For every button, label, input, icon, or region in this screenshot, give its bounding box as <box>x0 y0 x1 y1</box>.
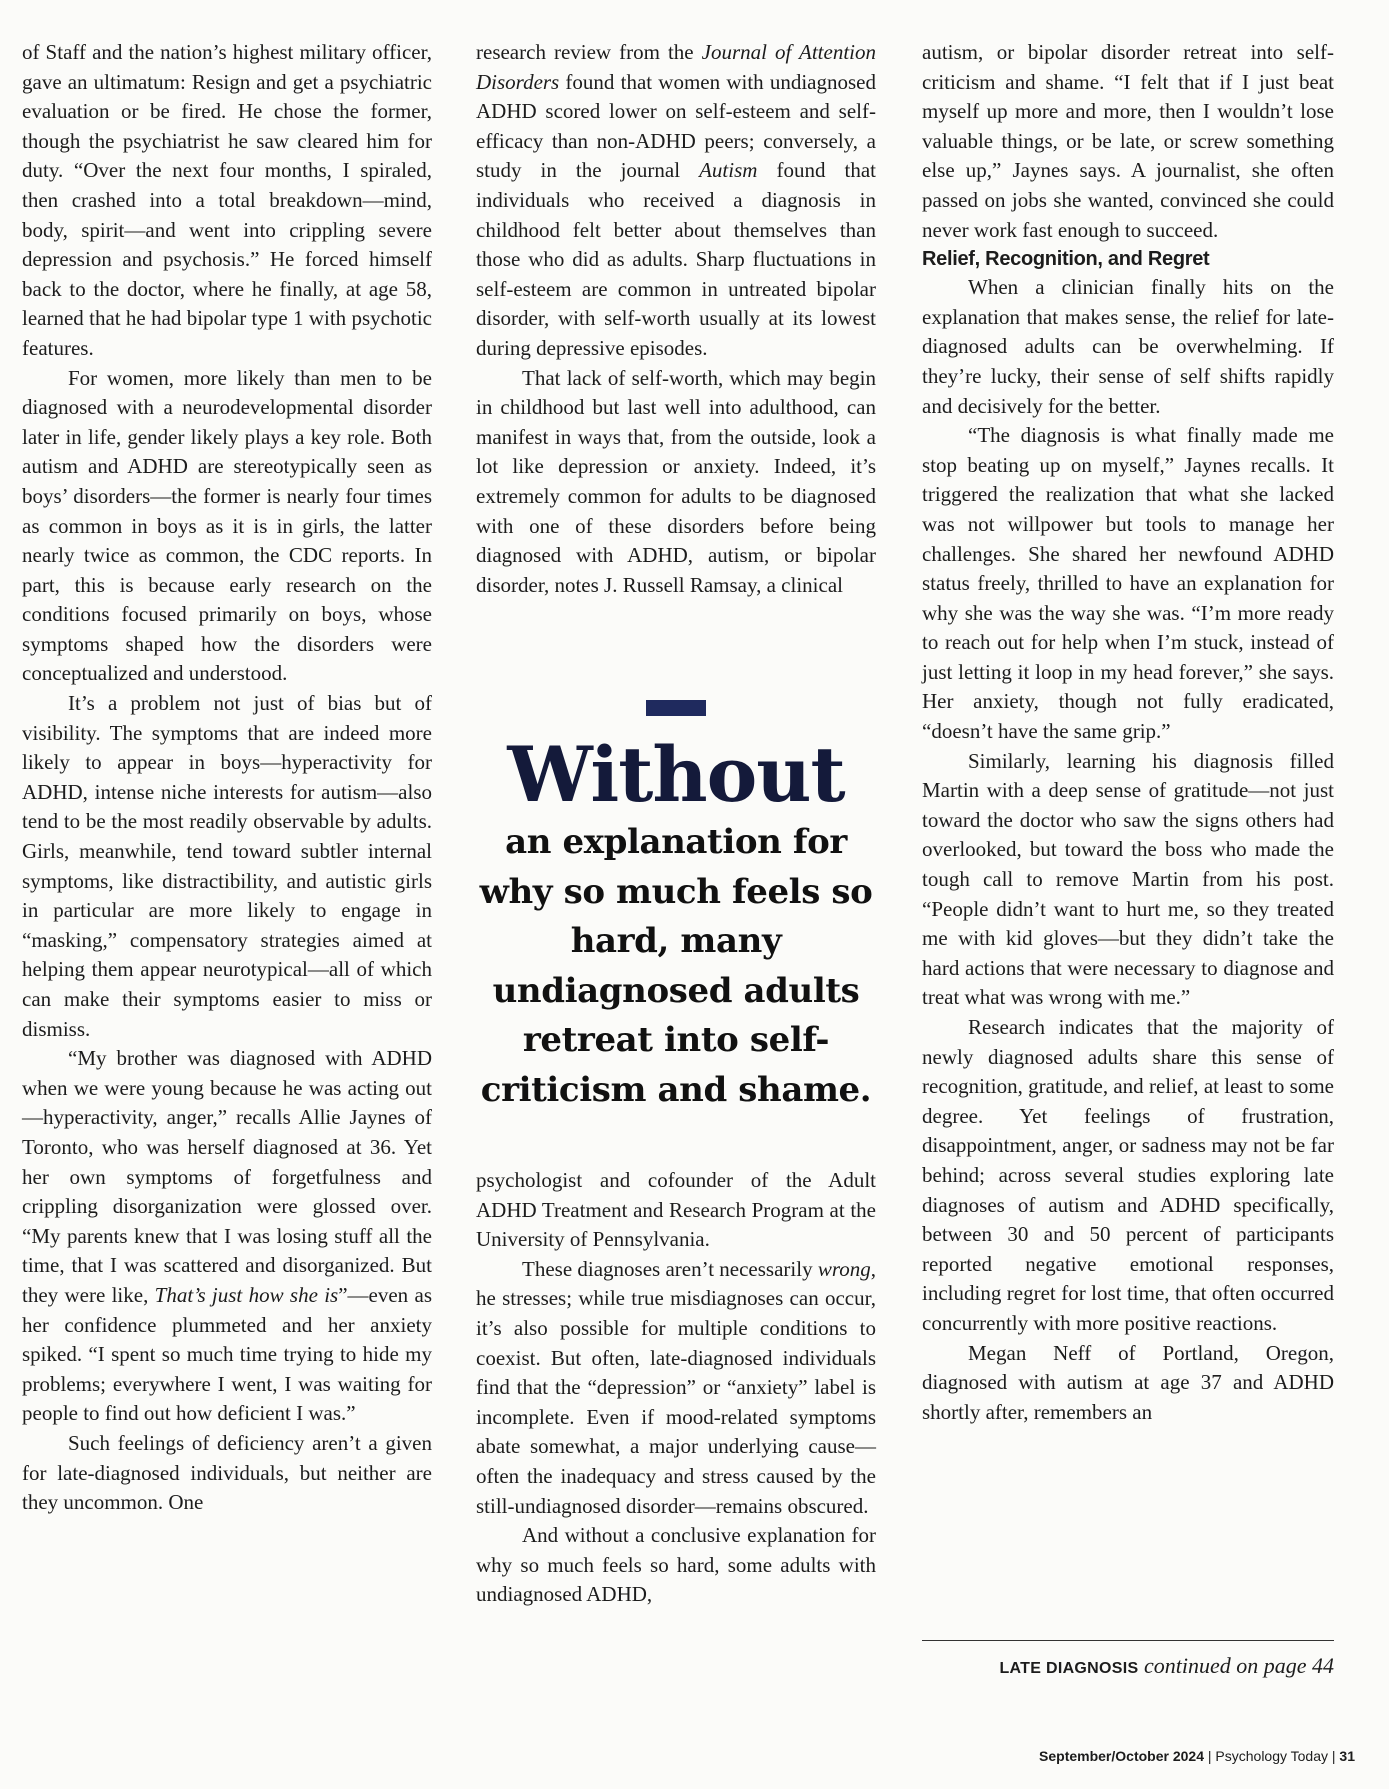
continued-text: continued on page 44 <box>1143 1653 1334 1678</box>
continued-note <box>922 1640 1334 1679</box>
column-3 <box>922 38 1334 1427</box>
footer-separator: | <box>1331 1748 1336 1764</box>
journal-title: Autism <box>699 158 758 183</box>
paragraph: “The diagnosis is what finally made me stop beating up on myself,” Jaynes recalls. It triggered the realization that what she lacked was not willpower but tools to manage her challenges. She shared her newfound ADHD status freely, thrilled to have an explanation for why she was the way she was. “I’m more ready to reach out for help when I’m stuck, instead of just letting it loop in my head forever,” she says. Her anxiety, though not fully eradicated, “doesn’t have the same grip.” <box>922 423 1334 744</box>
page-footer <box>1039 1748 1355 1764</box>
pull-quote-lead: Without <box>507 730 845 819</box>
magazine-name: Psychology Today <box>1215 1748 1328 1764</box>
paragraph <box>22 1044 432 1429</box>
column-2-continued <box>476 1166 876 1610</box>
paragraph: Similarly, learning his diagnosis filled Martin with a deep sense of gratitude—not just toward the doctor who saw the signs others had overlooked, but toward the boss who made the tough call to remove Martin from his post. “People didn’t want to hurt me, so they treated me with kid gloves—but they didn’t take the hard actions that were necessary to diagnose and treat what was wrong with me.” <box>922 748 1334 1010</box>
text-run: found that women with undiagnosed ADHD scored lower on self-esteem and self-efficacy than non-ADHD peers; conversely, a study in the journal <box>476 69 876 183</box>
continued-tag: LATE DIAGNOSIS <box>999 1660 1139 1677</box>
paragraph: It’s a problem not just of bias but of visibility. The symptoms that are indeed more likely to appear in boys—hyperactivity for ADHD, intense niche interests for autism—also tend to be the most readily observable by adults. Girls, meanwhile, tend toward subtler internal symptoms, like distractibility, and autistic girls in particular are more likely to engage in “masking,” compensatory strategies aimed at helping them appear neurotypical—all of which can make their symptoms easier to miss or dismiss. <box>22 691 432 1041</box>
italic-quote: That’s just how she is <box>154 1282 339 1307</box>
page-number: 31 <box>1339 1748 1355 1764</box>
text-run: “My brother was diagnosed with ADHD when we were young because he was acting out—hyperactivity, anger,” recalls Allie Jaynes of Toronto, who was herself diagnosed at 36. Yet her own symptoms of forgetfulness and crippling disorganization were glossed over. “My parents knew that I was losing stuff all the time, that I was scattered and disorganized. But they were like, <box>22 1046 432 1307</box>
paragraph: of Staff and the nation’s highest military officer, gave an ultimatum: Resign and get a psychiatric evaluation or be fired. He chose the former, though the psychiatrist he saw cleared him for duty. “Over the next four months, I spiraled, then crashed into a total breakdown—mind, body, spirit—and went into crippling severe depression and psychosis.” He forced himself back to the doctor, where he finally, at age 58, learned that he had bipolar type 1 with psychotic features. <box>22 40 432 360</box>
column-1 <box>22 38 432 1518</box>
paragraph: psychologist and cofounder of the Adult ADHD Treatment and Research Program at the University of Pennsylvania. <box>476 1168 876 1252</box>
paragraph: Such feelings of deficiency aren’t a given for late-diagnosed individuals, but neither are they uncommon. One <box>22 1430 432 1515</box>
pull-quote-bar <box>646 700 706 716</box>
text-run: , he stresses; while true misdiagnoses can occur, it’s also possible for multiple conditions to coexist. But often, late-diagnosed individuals find that the “depression” or “anxiety” label is incomplete. Even if mood-related symptoms abate somewhat, a major underlying cause—often the inadequacy and stress caused by the still-undiagnosed disorder—remains obscured. <box>476 1256 876 1518</box>
text-run: found that individuals who received a diagnosis in childhood felt better about themselves than those who did as adults. Sharp fluctuations in self-esteem are common in untreated bipolar disorder, with self-worth usually at its lowest during depressive episodes. <box>476 158 876 360</box>
text-run: These diagnoses aren’t necessarily <box>522 1256 818 1281</box>
text-run: research review from the <box>476 40 702 64</box>
italic-word: wrong <box>817 1256 871 1281</box>
issue-date: September/October 2024 <box>1039 1748 1204 1764</box>
paragraph <box>476 38 876 364</box>
paragraph: That lack of self-worth, which may begin in childhood but last well into adulthood, can manifest in ways that, from the outside, look a lot like depression or anxiety. Indeed, it’s extremely common for adults to be diagnosed with one of these disorders before being diagnosed with ADHD, autism, or bipolar disorder, notes J. Russell Ramsay, a clinical <box>476 365 876 597</box>
pull-quote <box>466 700 886 1115</box>
paragraph: When a clinician finally hits on the explanation that makes sense, the relief for late-diagnosed adults can be overwhelming. If they’re lucky, their sense of self shifts rapidly and decisively for the better. <box>922 275 1334 418</box>
paragraph: autism, or bipolar disorder retreat into self-criticism and shame. “I felt that if I just beat myself up more and more, then I wouldn’t lose valuable things, or be late, or screw something else up,” Jaynes says. A journalist, she often passed on jobs she wanted, convinced she could never work fast enough to succeed. <box>922 40 1334 242</box>
text-run: ”—even as her confidence plummeted and her anxiety spiked. “I spent so much time trying to hide my problems; everywhere I went, I was waiting for people to find out how deficient I was.” <box>22 1282 432 1426</box>
footer-separator: | <box>1207 1748 1212 1764</box>
section-subhead: Relief, Recognition, and Regret <box>922 248 1210 271</box>
paragraph: Research indicates that the majority of newly diagnosed adults share this sense of recognition, gratitude, and relief, at least to some degree. Yet feelings of frustration, disappointment, anger, or sadness may not be far behind; across several studies exploring late diagnoses of autism and ADHD specifically, between 30 and 50 percent of participants reported negative emotional responses, including regret for lost time, that often occurred concurrently with more positive reactions. <box>922 1015 1334 1335</box>
column-2 <box>476 38 876 600</box>
paragraph: And without a conclusive explanation for why so much feels so hard, some adults with undiagnosed ADHD, <box>476 1523 876 1607</box>
pull-quote-text: an explanation for why so much feels so hard, many undiagnosed adults retreat into self-criticism and shame. <box>479 822 873 1110</box>
paragraph <box>476 1255 876 1521</box>
journal-title: Journal of Attention Disorders <box>476 40 876 94</box>
paragraph: For women, more likely than men to be diagnosed with a neurodevelopmental disorder later in life, gender likely plays a key role. Both autism and ADHD are stereotypically seen as boys’ disorders—the former is nearly four times as common in boys as it is in girls, the latter nearly twice as common, the CDC reports. In part, this is because early research on the conditions focused primarily on boys, whose symptoms shaped how the disorders were conceptualized and understood. <box>22 365 432 686</box>
paragraph: Megan Neff of Portland, Oregon, diagnosed with autism at age 37 and ADHD shortly after, remembers an <box>922 1340 1334 1424</box>
